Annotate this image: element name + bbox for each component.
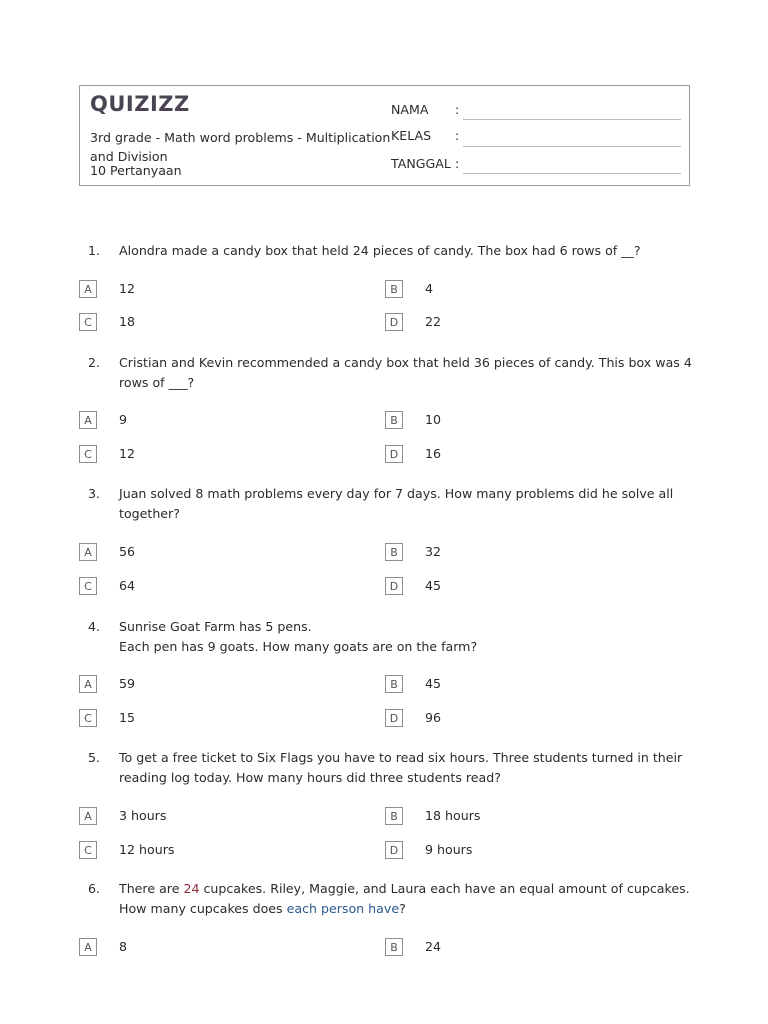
- option-text: 56: [119, 544, 136, 559]
- date-colon: :: [455, 156, 460, 171]
- question-number: 1.: [88, 243, 101, 258]
- option-letter: C: [79, 709, 97, 727]
- question-text: Juan solved 8 math problems every day for 7 days. How many problems did he solve all together?: [119, 486, 674, 521]
- option-letter: B: [385, 807, 403, 825]
- option-letter: B: [385, 675, 403, 693]
- option-text: 32: [425, 544, 442, 559]
- option-text: 64: [119, 578, 136, 593]
- question-text: Alondra made a candy box that held 24 pieces of candy. The box had 6 rows of __?: [119, 243, 641, 258]
- question-text: Cristian and Kevin recommended a candy box that held 36 pieces of candy. This box was 4 rows of ___?: [119, 355, 692, 390]
- option-text: 45: [425, 676, 442, 691]
- highlighted-phrase: each person have: [286, 900, 400, 916]
- option-text: 15: [119, 710, 136, 725]
- option-letter: A: [79, 807, 97, 825]
- question-number: 2.: [88, 355, 101, 370]
- option-text: 12 hours: [119, 842, 175, 857]
- option-text: 18 hours: [425, 808, 481, 823]
- option-letter: C: [79, 577, 97, 595]
- name-label: NAMA: [391, 102, 429, 117]
- worksheet-title: 3rd grade - Math word problems - Multiplication and Division: [90, 130, 391, 164]
- option-letter: D: [385, 709, 403, 727]
- option-text: 16: [425, 446, 442, 461]
- option-letter: C: [79, 313, 97, 331]
- option-letter: D: [385, 577, 403, 595]
- option-text: 59: [119, 676, 136, 691]
- option-text: 96: [425, 710, 442, 725]
- name-colon: :: [455, 102, 460, 117]
- option-text: 3 hours: [119, 808, 167, 823]
- option-letter: A: [79, 280, 97, 298]
- question-number: 6.: [88, 881, 101, 896]
- question-text-part: There are: [119, 881, 184, 896]
- option-letter: C: [79, 841, 97, 859]
- class-colon: :: [455, 128, 460, 143]
- question-text-line-1: Sunrise Goat Farm has 5 pens.: [119, 619, 312, 634]
- option-text: 45: [425, 578, 442, 593]
- option-text: 10: [425, 412, 442, 427]
- option-text: 9: [119, 412, 128, 427]
- option-letter: D: [385, 841, 403, 859]
- class-field[interactable]: [463, 146, 681, 147]
- option-letter: B: [385, 280, 403, 298]
- name-field[interactable]: [463, 119, 681, 120]
- question-text: To get a free ticket to Six Flags you have to read six hours. Three students turned in their reading log today. How many hours did three students read?: [119, 750, 683, 785]
- question-number: 5.: [88, 750, 101, 765]
- option-letter: A: [79, 543, 97, 561]
- question-number: 3.: [88, 486, 101, 501]
- question-text-part: cupcakes. Riley, Maggie, and Laura each have an equal amount of cupcakes. How many cupcakes does: [119, 881, 690, 916]
- option-letter: A: [79, 938, 97, 956]
- question-count: 10 Pertanyaan: [90, 163, 182, 178]
- question-text: [119, 879, 694, 918]
- option-text: 18: [119, 314, 136, 329]
- date-field[interactable]: [463, 173, 681, 174]
- option-letter: B: [385, 543, 403, 561]
- option-letter: B: [385, 938, 403, 956]
- question-number: 4.: [88, 619, 101, 634]
- option-text: 9 hours: [425, 842, 473, 857]
- option-text: 12: [119, 281, 136, 296]
- highlighted-number: 24: [183, 881, 200, 896]
- option-text: 12: [119, 446, 136, 461]
- quizizz-logo: QUIZIZZ: [90, 92, 190, 116]
- option-letter: C: [79, 445, 97, 463]
- question-text: [119, 617, 694, 656]
- option-text: 8: [119, 939, 128, 954]
- option-text: 4: [425, 281, 434, 296]
- option-text: 24: [425, 939, 442, 954]
- option-text: 22: [425, 314, 442, 329]
- option-letter: D: [385, 445, 403, 463]
- option-letter: A: [79, 411, 97, 429]
- class-label: KELAS: [391, 128, 432, 143]
- question-text-line-2: Each pen has 9 goats. How many goats are on the farm?: [119, 638, 478, 654]
- question-text-part: ?: [399, 900, 406, 916]
- option-letter: A: [79, 675, 97, 693]
- option-letter: B: [385, 411, 403, 429]
- date-label: TANGGAL: [391, 156, 451, 171]
- worksheet-header: [79, 85, 690, 186]
- option-letter: D: [385, 313, 403, 331]
